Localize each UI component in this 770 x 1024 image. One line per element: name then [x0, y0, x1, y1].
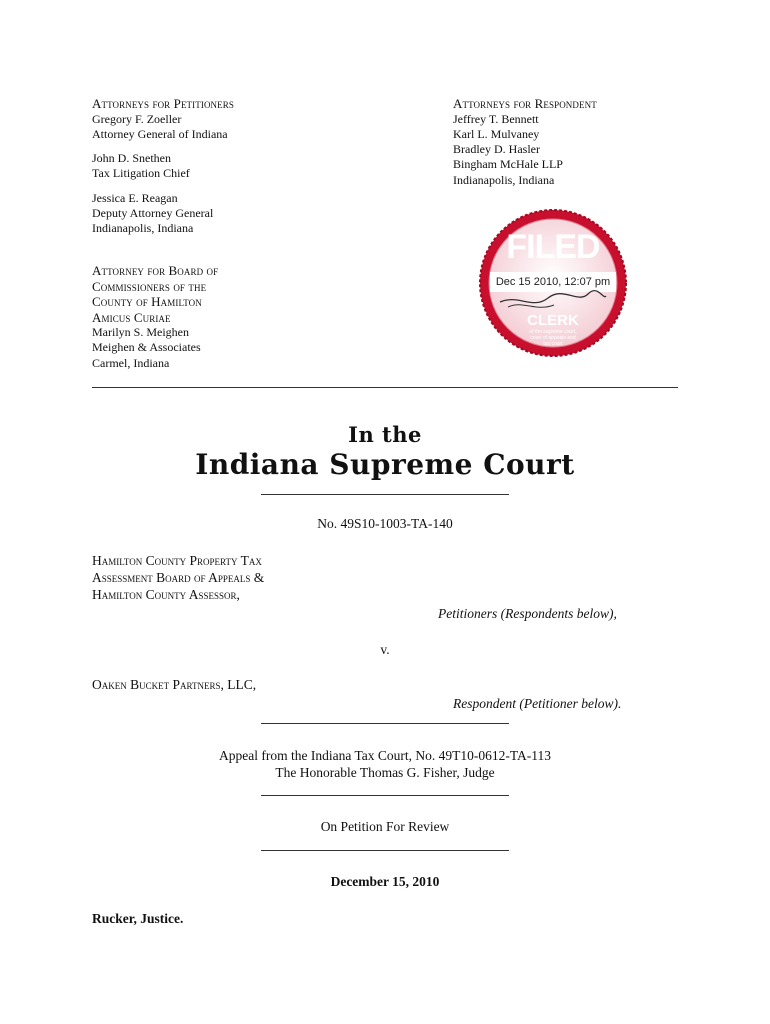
amicus-heading: Commissioners of the [92, 278, 207, 294]
petitioners-attorneys-heading: Attorneys for Petitioners [92, 96, 234, 111]
attorney-name: Bradley D. Hasler [453, 142, 540, 157]
respondent-attorneys-block [453, 96, 753, 188]
petition-rule [261, 850, 509, 851]
attorney-title: Deputy Attorney General [92, 205, 214, 220]
appeal-source: Appeal from the Indiana Tax Court, No. 49T10-0612-TA-113 [218, 748, 552, 763]
header-separator [92, 387, 678, 388]
petitioner-party: Hamilton County Assessor, [92, 587, 240, 602]
attorney-name: Gregory F. Zoeller [92, 111, 182, 126]
respondent-party: Oaken Bucket Partners, LLC, [92, 677, 257, 692]
attorney-location: Indianapolis, Indiana [92, 221, 194, 236]
law-firm: Bingham McHale LLP [453, 157, 563, 172]
respondent-role: Respondent (Petitioner below). [453, 696, 622, 711]
attorney-title: Attorney General of Indiana [92, 126, 228, 141]
attorney-name: John D. Snethen [92, 151, 171, 166]
title-rule [261, 494, 509, 495]
filed-stamp [478, 208, 628, 358]
appeal-rule [261, 795, 509, 796]
case-number: No. 49S10-1003-TA-140 [317, 516, 453, 531]
stamp-sub-text: of the supreme court, court of appeals and tax court [529, 329, 577, 347]
court-name: Indiana Supreme Court [195, 448, 575, 481]
petitioner-role: Petitioners (Respondents below), [438, 606, 617, 621]
opinion-author: Rucker, Justice. [92, 911, 184, 926]
amicus-block [92, 263, 422, 371]
petitioners-attorneys-block [92, 96, 422, 237]
respondent-attorneys-heading: Attorneys for Respondent [453, 96, 597, 111]
attorney-location: Indianapolis, Indiana [453, 172, 555, 187]
parties-rule [261, 723, 509, 724]
attorney-location: Carmel, Indiana [92, 355, 170, 370]
stamp-date: Dec 15 2010, 12:07 pm [495, 276, 611, 288]
versus: v. [380, 642, 390, 657]
attorney-title: Tax Litigation Chief [92, 166, 190, 181]
decision-date: December 15, 2010 [330, 874, 440, 889]
stamp-clerk-label: CLERK [527, 312, 579, 329]
attorney-name: Marilyn S. Meighen [92, 325, 189, 339]
stamp-filed-label: FILED [506, 228, 600, 266]
amicus-heading: County of Hamilton [92, 294, 202, 309]
petition-type: On Petition For Review [320, 819, 450, 834]
petitioner-party: Hamilton County Property Tax [92, 553, 262, 568]
attorney-name: Jeffrey T. Bennett [453, 111, 539, 126]
appeal-judge: The Honorable Thomas G. Fisher, Judge [275, 765, 495, 780]
petitioner-parties [92, 552, 422, 603]
attorney-name: Karl L. Mulvaney [453, 126, 540, 141]
attorney-name: Jessica E. Reagan [92, 190, 178, 205]
law-firm: Meighen & Associates [92, 340, 201, 355]
court-intro: In the [348, 422, 422, 447]
amicus-heading: Attorney for Board of [92, 263, 219, 278]
amicus-heading: Amicus Curiae [92, 309, 171, 325]
petitioner-party: Assessment Board of Appeals & [92, 570, 265, 585]
